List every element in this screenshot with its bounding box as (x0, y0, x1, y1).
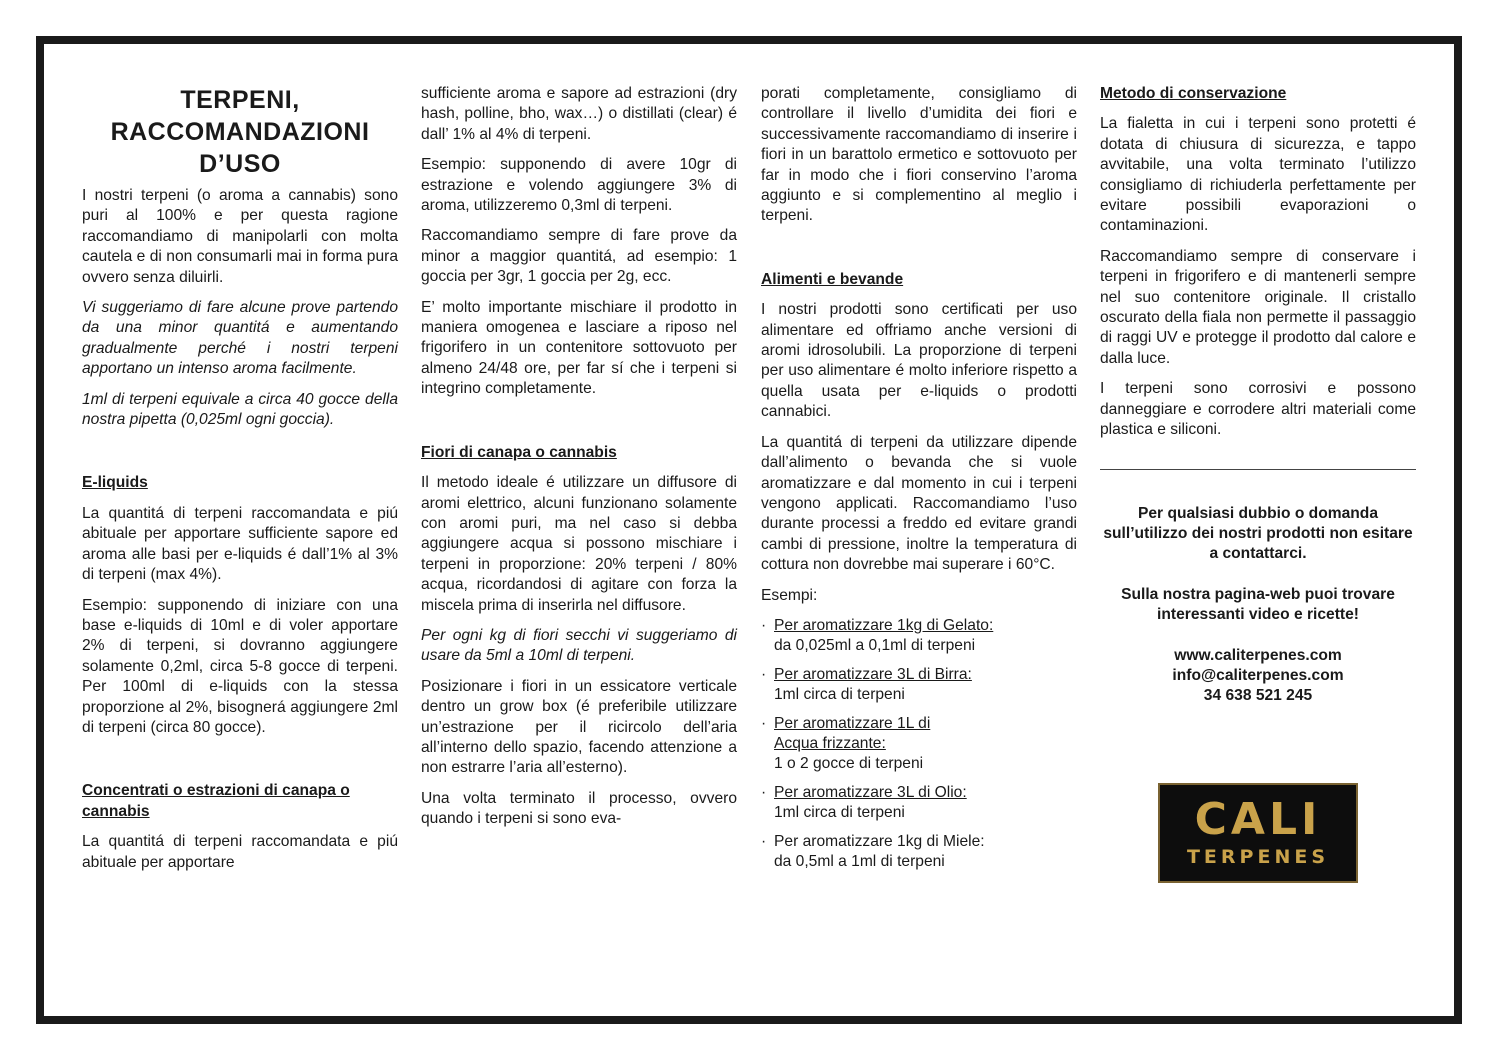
example-label: Per aromatizzare 1kg di Miele: (774, 832, 985, 850)
equivalence-paragraph: 1ml di terpeni equivale a circa 40 gocce della nostra pipetta (0,025ml ogni goccia). (82, 390, 398, 429)
column-2 (421, 84, 737, 840)
example-label: Per aromatizzare 3L di Birra: (774, 665, 972, 683)
examples-label: Esempi: (761, 586, 818, 604)
flowers-paragraph-1: Il metodo ideale é utilizzare un diffusore di aromi elettrico, alcuni funzionano solamente con aromi puri, ma nel caso si debba aggiungere acqua si possono mischiare i terpeni in proporzione: 20% terpeni / 80% acqua, ricordandosi di agitare con forza la miscela prima di inserirla nel diffusore. (421, 474, 737, 614)
concentrates-paragraph-1: La quantitá di terpeni raccomandata e piú abituale per apportare (82, 833, 398, 871)
list-item (761, 832, 1077, 873)
flowers-continued: porati completamente, consigliamo di controllare il livello d’umidita dei fiori e successivamente raccomandiamo di inserire i fiori in un barattolo ermetico e sottovuoto per far in modo che i fiori conservino l’aroma aggiunto e si complementino al meglio i terpeni. (761, 85, 1077, 225)
example-label: Per aromatizzare 3L di Olio: (774, 783, 967, 801)
page-frame (36, 36, 1462, 1024)
concentrates-recommendation: Raccomandiamo sempre di fare prove da minor a maggior quantitá, ad esempio: 1 goccia per 3gr, 1 goccia per 2g, ecc. (421, 227, 737, 286)
bullet: · (761, 832, 767, 850)
cali-terpenes-logo (1158, 783, 1358, 883)
bullet: · (761, 783, 767, 801)
suggestion-paragraph: Vi suggeriamo di fare alcune prove partendo da una minor quantitá e aumentando gradualmente perché i nostri terpeni apportano un intenso aroma facilmente. (82, 299, 398, 378)
list-item (761, 665, 1077, 706)
bullet: · (761, 714, 767, 732)
food-paragraph-2: La quantitá di terpeni da utilizzare dipende dall’alimento o bevanda che si vuole aromatizzare e dal momento in cui i terpeni vengono applicati. Raccomandiamo l’uso durante processi a freddo ed evitare grandi cambi di pressione, inoltre la temperatura di cottura non dovrebbe mai superare i 60°C. (761, 433, 1077, 574)
flowers-italic-paragraph: Per ogni kg di fiori secchi vi suggeriamo di usare da 5ml a 10ml di terpeni. (421, 626, 737, 665)
example-value: da 0,025ml a 0,1ml di terpeni (774, 637, 976, 655)
website-link[interactable]: www.caliterpenes.com (1174, 646, 1342, 664)
page-title: TERPENI, RACCOMANDAZIONI D’USO (110, 86, 370, 178)
website-paragraph: Sulla nostra pagina-web puoi trovare interessanti video e ricette! (1121, 585, 1395, 624)
eliquids-heading: E-liquids (82, 474, 148, 492)
examples-list (761, 616, 1077, 872)
concentrates-heading: Concentrati o estrazioni di canapa o cannabis (82, 782, 350, 820)
example-value: 1ml circa di terpeni (774, 804, 905, 822)
eliquids-paragraph-1: La quantitá di terpeni raccomandata e piú abituale per apportare sufficiente sapore ed aroma alle basi per e-liquids é dall’1% al 3% di terpeni (max 4%). (82, 504, 398, 584)
column-1 (82, 84, 398, 883)
example-label: Per aromatizzare 1L di Acqua frizzante: (774, 714, 931, 752)
example-value: 1ml circa di terpeni (774, 686, 905, 704)
bullet: · (761, 616, 767, 634)
bullet: · (761, 665, 767, 683)
email-link[interactable]: info@caliterpenes.com (1172, 666, 1344, 684)
concentrates-example: Esempio: supponendo di avere 10gr di estrazione e volendo aggiungere 3% di aroma, utilizzeremo 0,3ml di terpeni. (421, 156, 737, 215)
conservation-paragraph-3: I terpeni sono corrosivi e possono danneggiare e corrodere altri materiali come plastica e siliconi. (1100, 380, 1416, 439)
list-item (761, 616, 1077, 657)
column-4 (1100, 84, 1416, 883)
food-heading: Alimenti e bevande (761, 270, 904, 288)
flowers-heading: Fiori di canapa o cannabis (421, 443, 617, 461)
eliquids-paragraph-2: Esempio: supponendo di iniziare con una base e-liquids di 10ml e di voler apportare 2% di terpeni, si dovranno aggiungere solamente 0,2ml, circa 5-8 gocce di terpeni. Per 100ml di e-liquids con la stessa proporzione al 2%, bisognerá aggiungere 2ml di terpeni (circa 80 gocce). (82, 596, 398, 736)
contact-block (1100, 504, 1416, 707)
conservation-paragraph-2: Raccomandiamo sempre di conservare i terpeni in frigorifero e di mantenerli sempre nel suo contenitore originale. Il cristallo oscurato della fiala non permette il passaggio di raggi UV e protegge il prodotto dal calore e dalla luce. (1100, 247, 1416, 367)
logo-text-terpenes: TERPENES (1186, 845, 1330, 868)
divider (1100, 469, 1416, 470)
concentrates-continued: sufficiente aroma e sapore ad estrazioni (dry hash, polline, bho, wax…) o distillati (clear) é dall’ 1% al 4% di terpeni. (421, 85, 737, 143)
phone-number: 34 638 521 245 (1203, 687, 1313, 705)
conservation-paragraph-1: La fialetta in cui i terpeni sono protetti é dotata di chiusura di sicurezza, e tappo avvitabile, una volta terminato l’utilizzo consigliamo di richiuderla perfettamente per evitare possibili evaporazioni o contaminazioni. (1100, 115, 1416, 235)
flowers-paragraph-3: Una volta terminato il processo, ovvero quando i terpeni si sono eva- (421, 789, 737, 828)
column-3 (761, 84, 1077, 880)
conservation-heading: Metodo di conservazione (1100, 85, 1287, 102)
contact-paragraph: Per qualsiasi dubbio o domanda sull’utilizzo dei nostri prodotti non esitare a contattarci. (1103, 504, 1413, 563)
example-value: 1 o 2 gocce di terpeni (774, 755, 924, 773)
example-value: da 0,5ml a 1ml di terpeni (774, 853, 945, 870)
flowers-paragraph-2: Posizionare i fiori in un essicatore verticale dentro un grow box (é preferibile utilizzare un’estrazione per il ricircolo dell’aria all’interno dello spazio, facendo attenzione a non estrarre l’aria all’esterno). (421, 677, 737, 777)
example-label: Per aromatizzare 1kg di Gelato: (774, 616, 994, 634)
list-item (761, 714, 1077, 775)
food-paragraph-1: I nostri prodotti sono certificati per uso alimentare ed offriamo anche versioni di aromi idrosolubili. La proporzione di terpeni per uso alimentare é molto inferiore rispetto a quella usata per e-liquids o prodotti cannabici. (761, 301, 1077, 421)
list-item (761, 783, 1077, 824)
logo-text-cali: CALI (1194, 793, 1322, 845)
intro-paragraph: I nostri terpeni (o aroma a cannabis) sono puri al 100% e per questa ragione raccomandiamo di manipolarli con molta cautela e di non consumarli mai in forma pura ovvero senza diluirli. (82, 187, 398, 286)
concentrates-mixing: E’ molto importante mischiare il prodotto in maniera omogenea e lasciare a riposo nel frigorifero in un contenitore sottovuoto per almeno 24/48 ore, per far sí che i terpeni si integrino completamente. (421, 298, 737, 398)
